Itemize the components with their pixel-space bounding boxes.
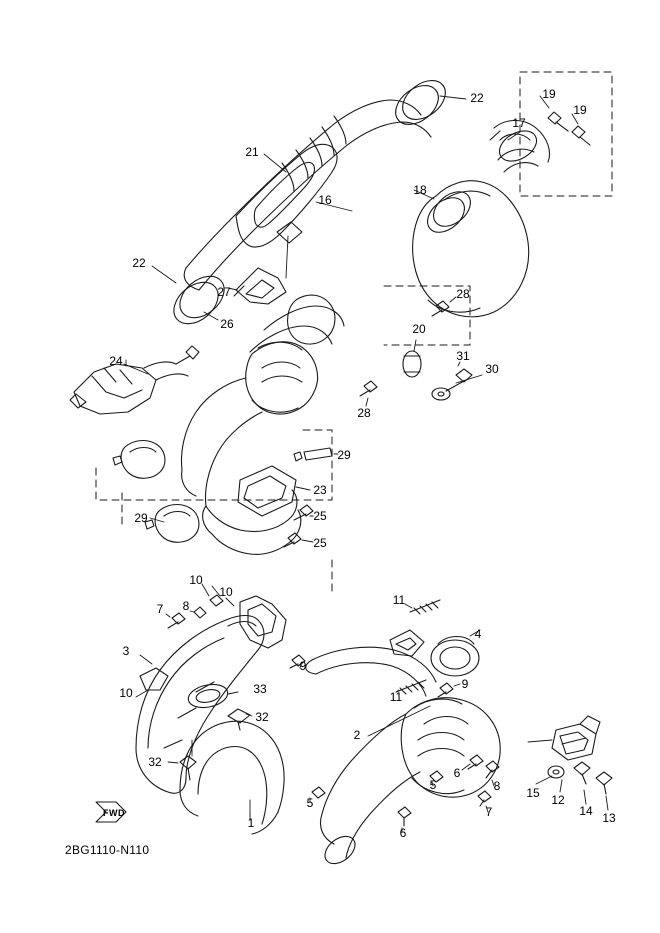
- callout-number: 29: [134, 511, 148, 525]
- callout-number: 11: [392, 593, 406, 607]
- callout-number: 24: [109, 354, 123, 368]
- callout-number: 5: [306, 796, 314, 810]
- callout-number: 32: [148, 755, 162, 769]
- callout-number: 15: [526, 786, 540, 800]
- callout-number: 1: [247, 816, 255, 830]
- callout-number: 19: [542, 87, 556, 101]
- callout-number: 10: [219, 585, 233, 599]
- callout-number: 8: [182, 599, 190, 613]
- callout-number: 22: [132, 256, 146, 270]
- callout-number: 33: [253, 682, 267, 696]
- callout-number: 21: [245, 145, 259, 159]
- callout-number: 6: [399, 826, 407, 840]
- callout-number: 7: [156, 602, 164, 616]
- callout-number: 29: [337, 448, 351, 462]
- callout-number: 26: [220, 317, 234, 331]
- callout-number: 9: [299, 659, 307, 673]
- callout-number: 31: [456, 349, 470, 363]
- callout-number: 9: [461, 677, 469, 691]
- callout-number: 16: [318, 193, 332, 207]
- callout-number: 18: [413, 183, 427, 197]
- callout-number: 28: [357, 406, 371, 420]
- callout-number: 10: [119, 686, 133, 700]
- callout-number: 25: [313, 536, 327, 550]
- callout-number: 20: [412, 322, 426, 336]
- callout-number: 6: [453, 766, 461, 780]
- callout-number: 2: [353, 728, 361, 742]
- callout-number: 12: [551, 793, 565, 807]
- callout-number: 17: [512, 116, 526, 130]
- callout-number: 3: [122, 644, 130, 658]
- callout-number: 13: [602, 811, 616, 825]
- callout-number: 28: [456, 287, 470, 301]
- callout-number: 8: [493, 779, 501, 793]
- callout-number: 27: [217, 285, 231, 299]
- callout-number: 11: [389, 690, 403, 704]
- callout-number: 30: [485, 362, 499, 376]
- callout-number: 19: [573, 103, 587, 117]
- callout-number: 10: [189, 573, 203, 587]
- callout-number: 4: [474, 627, 482, 641]
- callout-number: 23: [313, 483, 327, 497]
- callout-number: 25: [313, 509, 327, 523]
- callout-number: 32: [255, 710, 269, 724]
- callout-number: 14: [579, 804, 593, 818]
- callout-number: 5: [429, 778, 437, 792]
- diagram-part-code: 2BG1110-N110: [65, 843, 150, 857]
- callout-number: 22: [470, 91, 484, 105]
- callout-number: 7: [485, 805, 493, 819]
- fwd-direction-label: FWD: [103, 808, 125, 818]
